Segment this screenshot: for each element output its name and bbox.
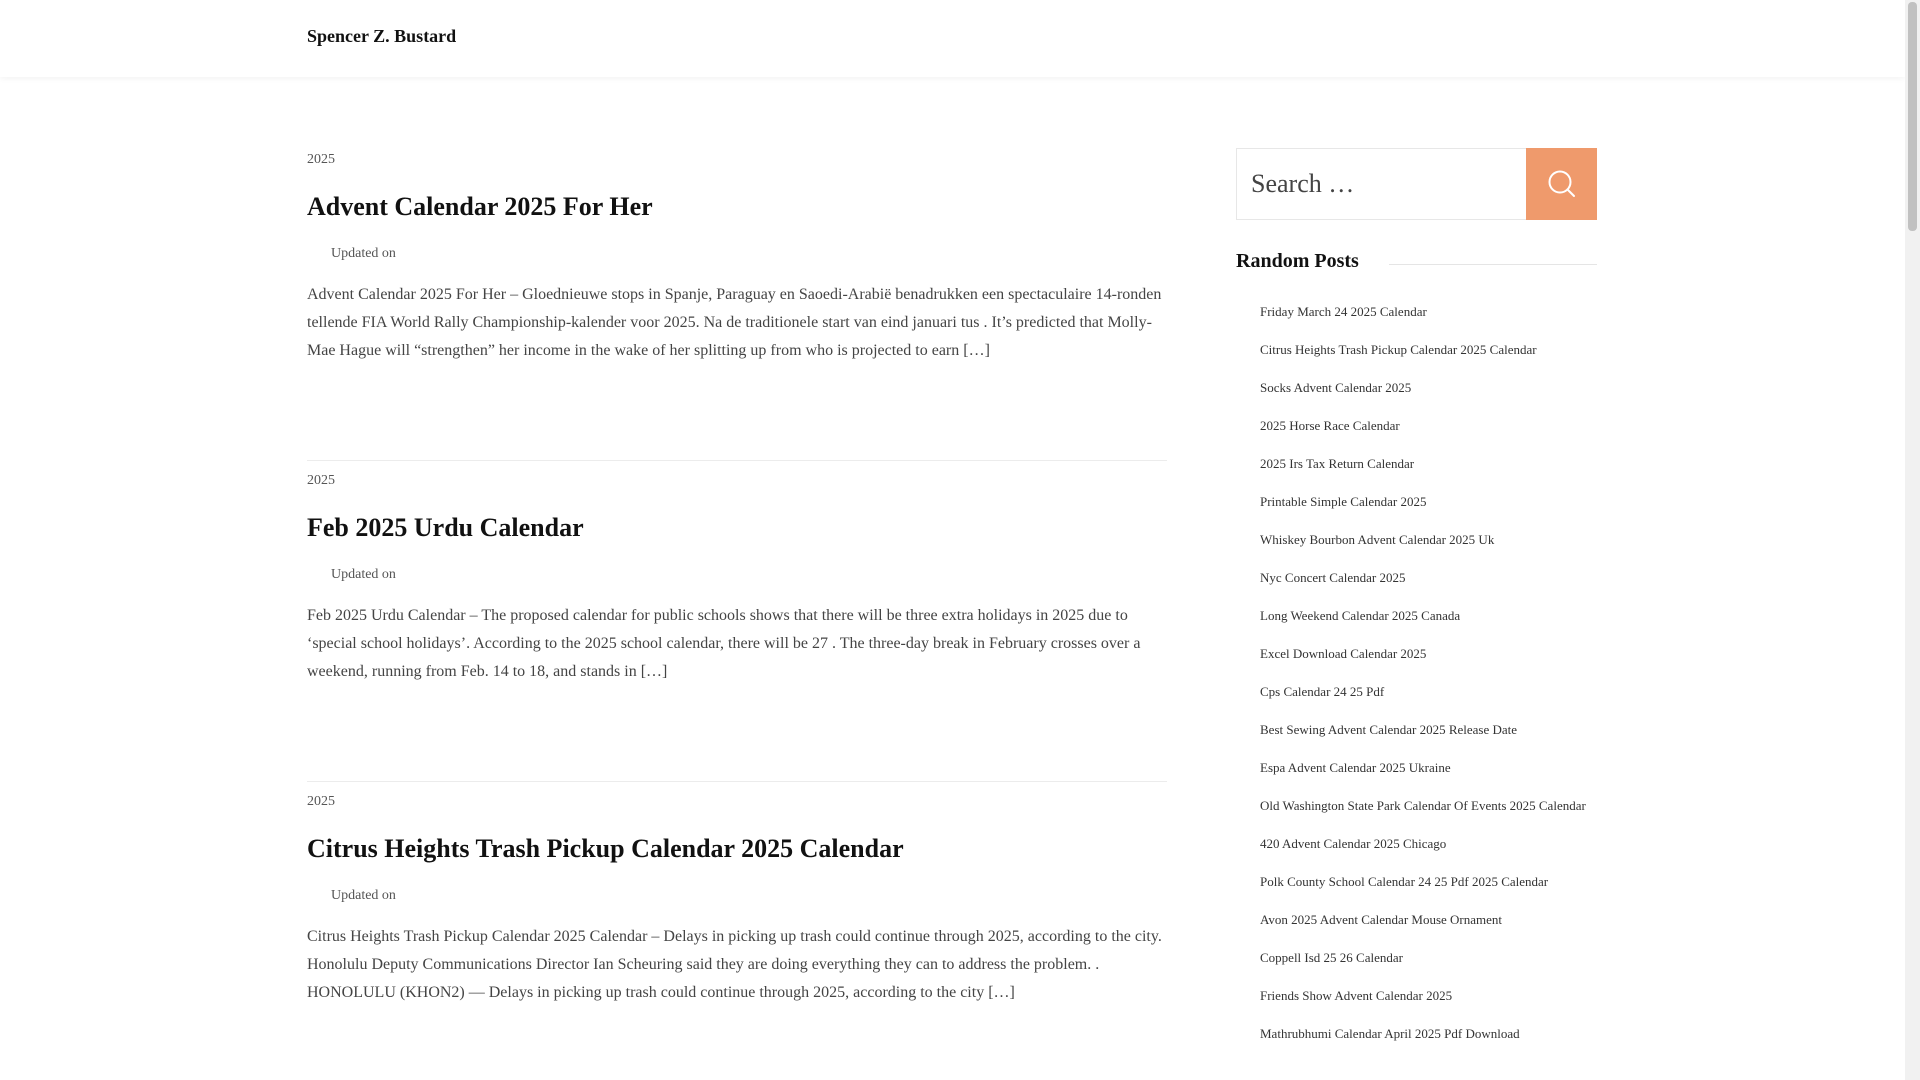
post-excerpt: Citrus Heights Trash Pickup Calendar 2025 Calendar – Delays in picking up trash could continue through 2025, according to the city. Honolulu Deputy Communications Director Ian Scheuring said they are doing everything they can to address the problem. . HONOLULU (KHON2) — Delays in picking up trash could continue through 2025, according to the city […] [307, 928, 1162, 1001]
post-card [307, 782, 1167, 1080]
random-post-link[interactable]: Long Weekend Calendar 2025 Canada [1260, 608, 1461, 623]
post-excerpt: Feb 2025 Urdu Calendar – The proposed calendar for public schools shows that there will be three extra holidays in 2025 due to ‘special school holidays’. According to the 2025 school calendar, there will be 27 . The three-day break in February crosses over a weekend, running from Feb. 14 to 18, and stands in […] [307, 607, 1141, 680]
post-title-link[interactable]: Citrus Heights Trash Pickup Calendar 2025 Calendar [307, 834, 904, 863]
post-updated-meta: Updated on [331, 246, 396, 261]
search-input[interactable] [1237, 149, 1528, 219]
random-post-link[interactable]: 2025 Irs Tax Return Calendar [1260, 456, 1415, 471]
random-posts-header [1236, 250, 1597, 276]
random-post-link[interactable]: Old Washington State Park Calendar Of Events 2025 Calendar [1260, 798, 1586, 813]
random-post-link[interactable]: Cps Calendar 24 25 Pdf [1260, 684, 1385, 699]
site-title[interactable]: Spencer Z. Bustard [307, 26, 457, 46]
random-post-link[interactable]: Friends Show Advent Calendar 2025 [1260, 988, 1453, 1003]
post-title-link[interactable]: Advent Calendar 2025 For Her [307, 192, 653, 221]
random-post-link[interactable]: Citrus Heights Trash Pickup Calendar 2025 Calendar [1260, 342, 1537, 357]
random-post-link[interactable]: Excel Download Calendar 2025 [1260, 646, 1427, 661]
random-post-link[interactable]: Avon 2025 Advent Calendar Mouse Ornament [1260, 912, 1503, 927]
page-scrollbar[interactable] [1905, 0, 1920, 1080]
post-updated-meta: Updated on [331, 888, 396, 903]
post-category-link[interactable]: 2025 [307, 794, 335, 809]
random-post-link[interactable]: Best Sewing Advent Calendar 2025 Release Date [1260, 722, 1518, 737]
random-posts-list [1236, 298, 1597, 1048]
search-form [1236, 148, 1597, 220]
random-post-link[interactable]: Polk County School Calendar 24 25 Pdf 2025 Calendar [1260, 874, 1549, 889]
site-header [0, 0, 1905, 77]
post-category-link[interactable]: 2025 [307, 152, 335, 167]
random-post-link[interactable]: Friday March 24 2025 Calendar [1260, 304, 1427, 319]
random-post-link[interactable]: Whiskey Bourbon Advent Calendar 2025 Uk [1260, 532, 1495, 547]
random-post-link[interactable]: 420 Advent Calendar 2025 Chicago [1260, 836, 1447, 851]
random-posts-title: Random Posts [1236, 250, 1389, 273]
search-button[interactable] [1526, 148, 1597, 220]
post-category-link[interactable]: 2025 [307, 473, 335, 488]
sidebar [1236, 148, 1597, 1058]
random-post-link[interactable]: Mathrubhumi Calendar April 2025 Pdf Download [1260, 1026, 1520, 1041]
random-post-link[interactable]: Nyc Concert Calendar 2025 [1260, 570, 1406, 585]
random-post-link[interactable]: 2025 Horse Race Calendar [1260, 418, 1400, 433]
post-updated-meta: Updated on [331, 567, 396, 582]
post-list-main [307, 140, 1167, 1080]
post-card [307, 140, 1167, 461]
random-post-link[interactable]: Espa Advent Calendar 2025 Ukraine [1260, 760, 1451, 775]
random-post-link[interactable]: Coppell Isd 25 26 Calendar [1260, 950, 1403, 965]
search-icon [1547, 169, 1577, 199]
random-post-link[interactable]: Socks Advent Calendar 2025 [1260, 380, 1412, 395]
random-post-link[interactable]: Printable Simple Calendar 2025 [1260, 494, 1427, 509]
post-excerpt: Advent Calendar 2025 For Her – Gloednieuwe stops in Spanje, Paraguay en Saoedi-Arabië benadrukken een spectaculaire 14-ronden tellende FIA World Rally Championship-kalender voor 2025. Na de traditionele start van eind januari tus . It’s predicted that Molly-Mae Hague will “strengthen” her income in the wake of her splitting up from who is projected to earn […] [307, 286, 1162, 359]
post-card [307, 461, 1167, 782]
scrollbar-thumb[interactable] [1908, 2, 1917, 231]
post-title-link[interactable]: Feb 2025 Urdu Calendar [307, 513, 584, 542]
